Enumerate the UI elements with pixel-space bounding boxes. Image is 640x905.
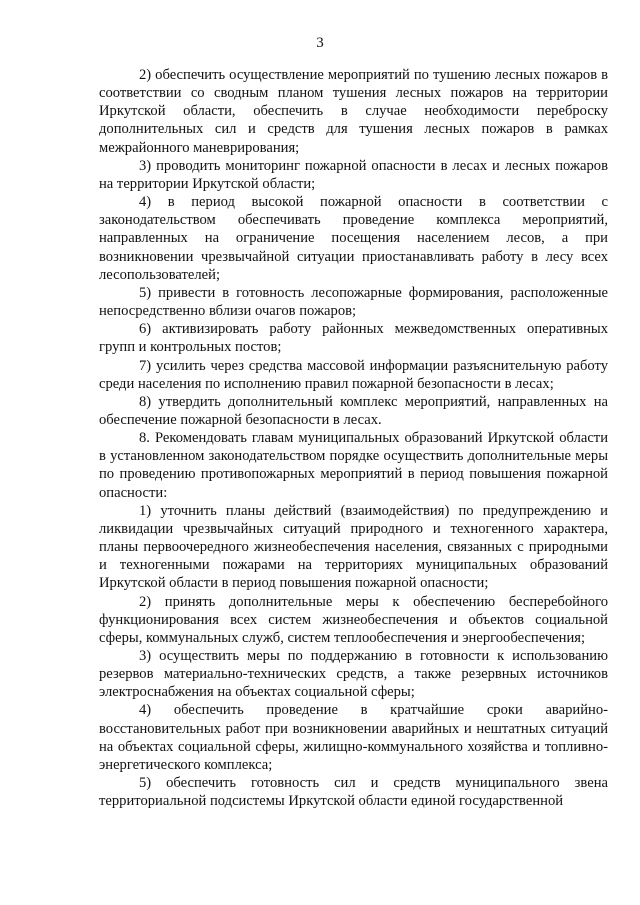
paragraph-6-operational-groups: 6) активизировать работу районных межведомственных оперативных групп и контрольных постов; [99, 321, 608, 356]
recommendation-4-repair-works: 4) обеспечить проведение в кратчайшие сроки аварийно-восстановительных работ при возникновении аварийных и нештатных ситуаций на объектах социальной сферы, жилищно-коммунального хозяйства и топливно-энергетического комплекса; [99, 702, 608, 773]
recommendation-2-life-support: 2) принять дополнительные меры к обеспечению бесперебойного функционирования всех систем жизнеобеспечения и объектов социальной сферы, коммунальных служб, систем теплообеспечения и энергообеспечения; [99, 593, 608, 646]
recommendation-5-forces-readiness: 5) обеспечить готовность сил и средств муниципального звена территориальной подсистемы Иркутской области единой государственной [99, 775, 608, 810]
recommendation-1-plans: 1) уточнить планы действий (взаимодействия) по предупреждению и ликвидации чрезвычайных ситуаций природного и техногенного характера, планы первоочередного жизнеобеспечения населения, связанных с природными и техногенными пожарами на территориях муниципальных образований Иркутской области в период повышения пожарной опасности; [99, 502, 608, 592]
recommendation-3-reserves: 3) осуществить меры по поддержанию в готовности к использованию резервов материально-технических средств, а также резервных источников электроснабжения на объектах социальной сферы; [99, 648, 608, 701]
paragraph-4-restriction-measures: 4) в период высокой пожарной опасности в соответствии с законодательством обеспечивать проведение комплекса мероприятий, направленных на ограничение посещения населением лесов, а при возникновении чрезвычайной ситуации приостанавливать работу в лесу всех лесопользователей; [99, 194, 608, 283]
paragraph-7-media-outreach: 7) усилить через средства массовой информации разъяснительную работу среди населения по исполнению правил пожарной безопасности в лесах; [99, 357, 608, 392]
paragraph-5-readiness: 5) привести в готовность лесопожарные формирования, расположенные непосредственно вблизи очагов пожаров; [99, 284, 608, 320]
document-body [99, 66, 608, 810]
section-8-recommendations: 8. Рекомендовать главам муниципальных образований Иркутской области в установленном законодательством порядке осуществить дополнительные меры по проведению противопожарных мероприятий в период повышения пожарной опасности: [99, 430, 608, 501]
paragraph-2-extinguishing-measures: 2) обеспечить осуществление мероприятий по тушению лесных пожаров в соответствии со сводным планом тушения лесных пожаров на территории Иркутской области, обеспечить в случае необходимости переброску дополнительных сил и средств для тушения лесных пожаров в рамках межрайонного маневрирования; [99, 67, 608, 156]
page-number: 3 [316, 35, 324, 51]
paragraph-3-monitoring: 3) проводить мониторинг пожарной опасности в лесах и лесных пожаров на территории Иркутской области; [99, 157, 608, 192]
paragraph-8-additional-complex: 8) утвердить дополнительный комплекс мероприятий, направленных на обеспечение пожарной безопасности в лесах. [99, 393, 608, 428]
